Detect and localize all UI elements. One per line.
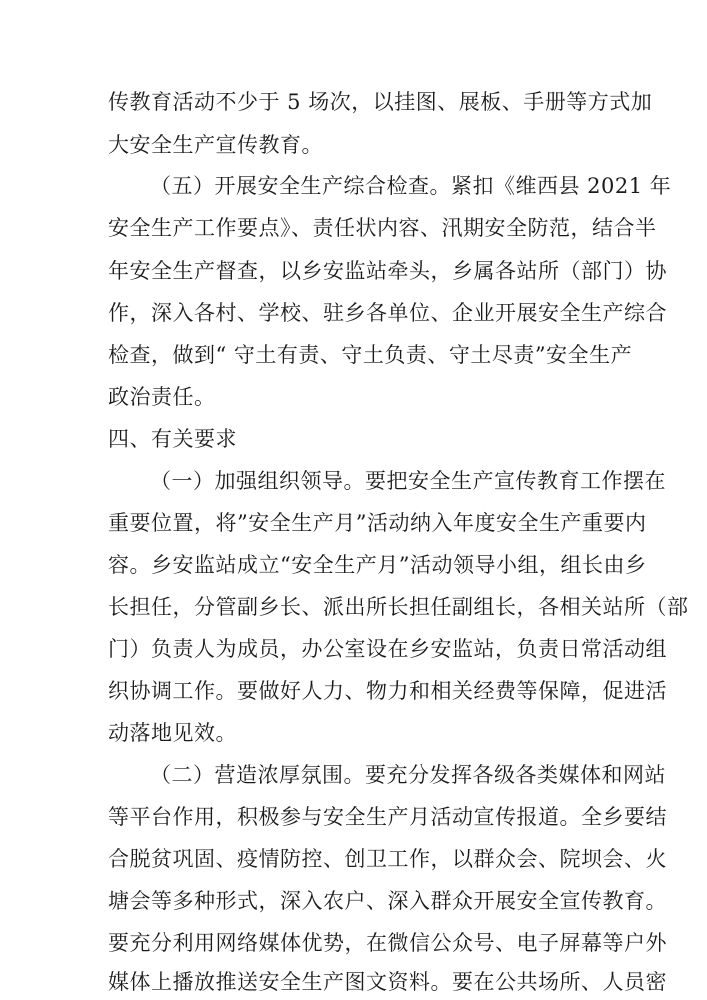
- section-paragraph-start: （一）加强组织领导。要把安全生产宣传教育工作摆在: [150, 469, 666, 493]
- paragraph-line: 年安全生产督查，以乡安监站牵头，乡属各站所（部门）协: [108, 259, 667, 283]
- section-heading: 四、有关要求: [108, 427, 237, 451]
- paragraph-line: 容。乡安监站成立“安全生产月”活动领导小组，组长由乡: [108, 553, 647, 577]
- paragraph-line: 政治责任。: [108, 385, 216, 409]
- section-paragraph-start: （二）营造浓厚氛围。要充分发挥各级各类媒体和网站: [150, 763, 666, 787]
- paragraph-line: 媒体上播放推送安全生产图文资料。要在公共场所、人员密: [108, 970, 667, 994]
- paragraph-line: 塘会等多种形式，深入农户、深入群众开展安全宣传教育。: [108, 889, 667, 913]
- paragraph-line: 门）负责人为成员，办公室设在乡安监站，负责日常活动组: [108, 637, 667, 661]
- paragraph-line: 合脱贫巩固、疫情防控、创卫工作，以群众会、院坝会、火: [108, 847, 667, 871]
- paragraph-line: 安全生产工作要点》、责任状内容、汛期安全防范，结合半: [108, 216, 657, 240]
- paragraph-line: 要充分利用网络媒体优势，在微信公众号、电子屏幕等户外: [108, 931, 667, 955]
- paragraph-line: 重要位置，将”安全生产月”活动纳入年度安全生产重要内: [108, 511, 647, 535]
- paragraph-line: 作，深入各村、学校、驻乡各单位、企业开展安全生产综合: [108, 301, 667, 325]
- paragraph-line: 织协调工作。要做好人力、物力和相关经费等保障，促进活: [108, 679, 667, 703]
- paragraph-line: 动落地见效。: [108, 721, 237, 745]
- paragraph-line: 等平台作用，积极参与安全生产月活动宣传报道。全乡要结: [108, 805, 667, 829]
- paragraph-line: 大安全生产宣传教育。: [108, 133, 323, 157]
- paragraph-line: 传教育活动不少于 5 场次，以挂图、展板、手册等方式加: [108, 90, 653, 114]
- paragraph-line: 长担任，分管副乡长、派出所长担任副组长，各相关站所（部: [108, 595, 689, 619]
- section-paragraph-start: （五）开展安全生产综合检查。紧扣《维西县 2021 年: [150, 174, 672, 198]
- paragraph-line: 检查，做到“ 守土有责、守土负责、守土尽责”安全生产: [108, 343, 633, 367]
